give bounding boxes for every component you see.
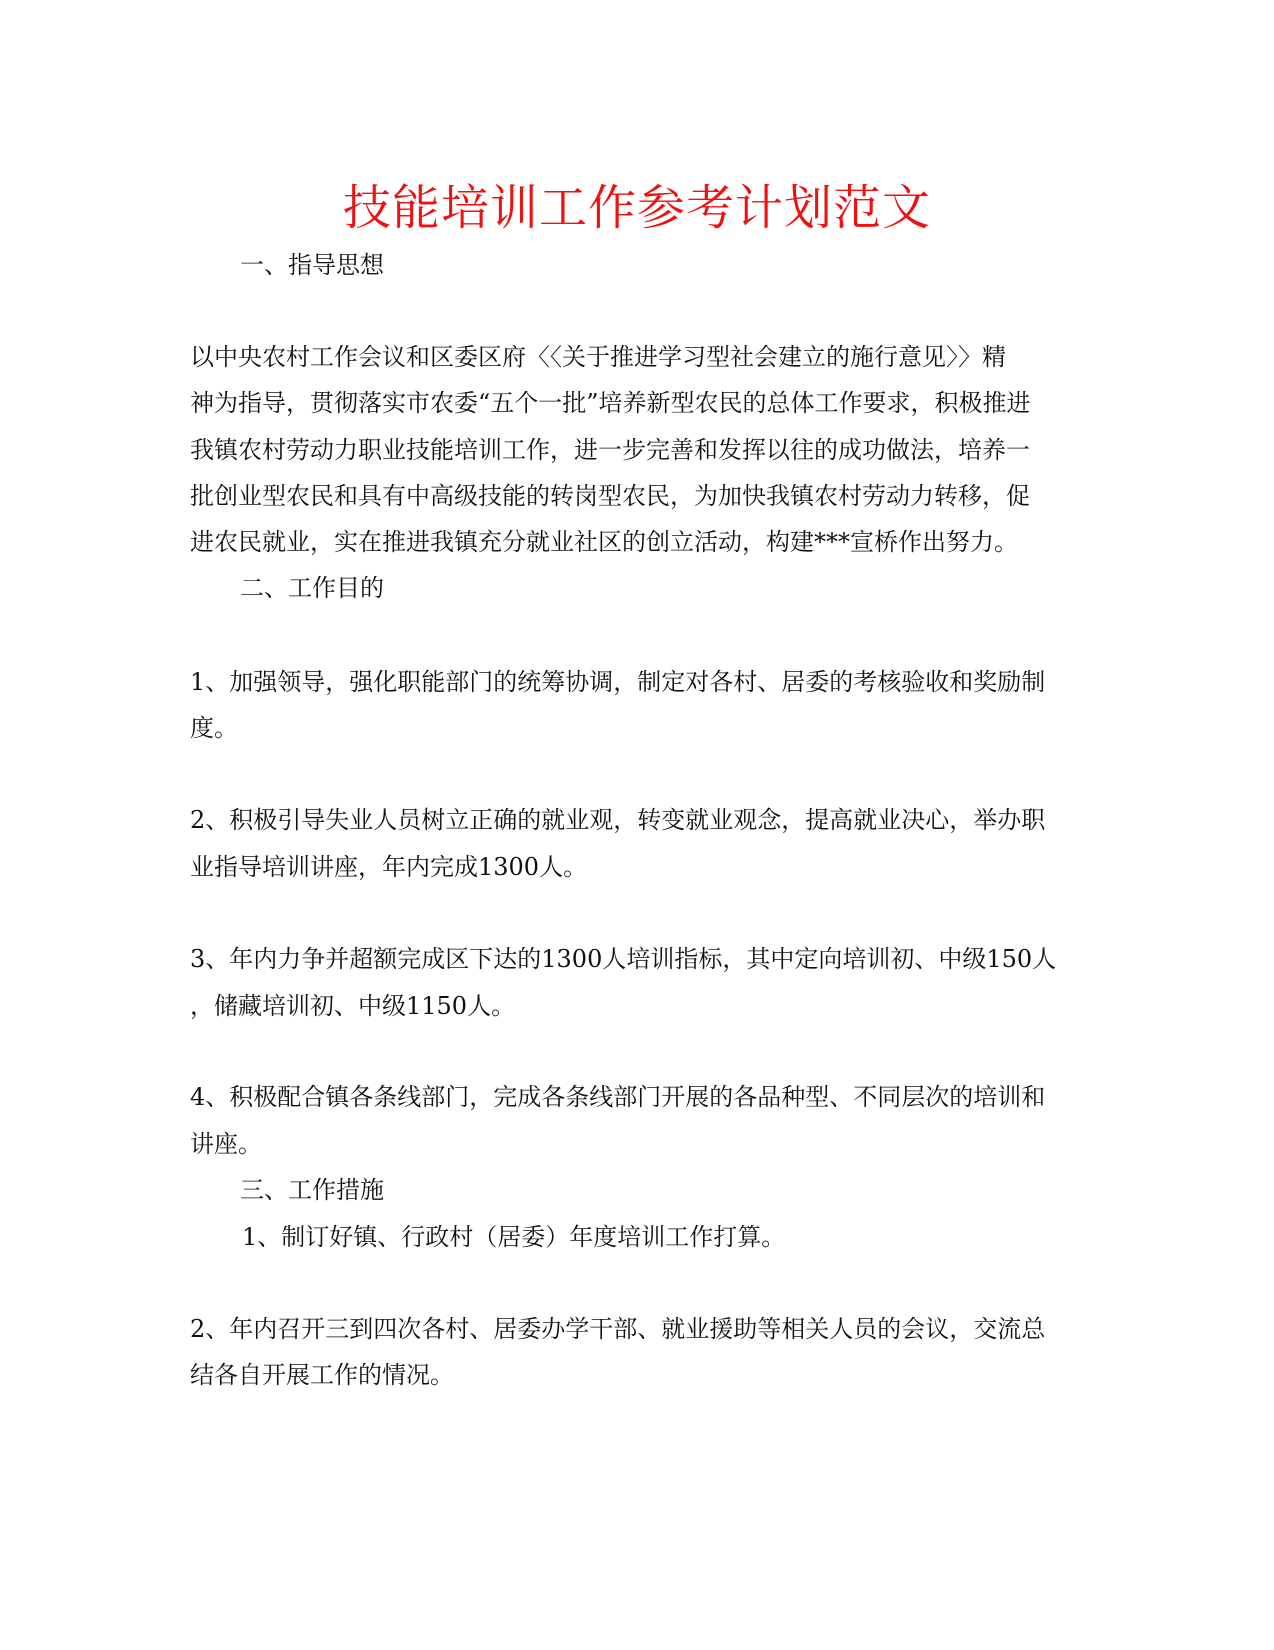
list-item-line: 3、年内力争并超额完成区下达的1300人培训指标，其中定向培训初、中级150人	[190, 945, 1057, 973]
paragraph-line: 进农民就业，实在推进我镇充分就业社区的创立活动，构建***宣桥作出努力。	[190, 528, 1018, 556]
list-item-line: 4、积极配合镇各条线部门，完成各条线部门开展的各品种型、不同层次的培训和	[190, 1083, 1046, 1111]
list-item-line: ，储藏培训初、中级1150人。	[190, 992, 516, 1020]
document-title: 技能培训工作参考计划范文	[342, 180, 931, 236]
paragraph-line: 以中央农村工作会议和区委区府〈〈关于推进学习型社会建立的施行意见〉〉精	[190, 343, 1006, 371]
list-item-line: 业指导培训讲座，年内完成1300人。	[190, 853, 588, 881]
list-item-line: 2、积极引导失业人员树立正确的就业观，转变就业观念，提高就业决心，举办职	[190, 806, 1046, 834]
list-item-line: 讲座。	[190, 1130, 262, 1158]
list-item-line: 1、加强领导，强化职能部门的统筹协调，制定对各村、居委的考核验收和奖励制	[190, 668, 1046, 696]
list-item-line: 结各自开展工作的情况。	[190, 1361, 454, 1389]
paragraph-line: 我镇农村劳动力职业技能培训工作，进一步完善和发挥以往的成功做法，培养一	[190, 436, 1030, 464]
paragraph-line: 神为指导，贯彻落实市农委“五个一批”培养新型农民的总体工作要求，积极推进	[190, 389, 1031, 417]
list-item-line: 度。	[190, 714, 238, 742]
list-item-line: 2、年内召开三到四次各村、居委办学干部、就业援助等相关人员的会议，交流总	[190, 1315, 1046, 1343]
section-heading-work-goals: 二、工作目的	[240, 574, 384, 602]
paragraph-line: 批创业型农民和具有中高级技能的转岗型农民，为加快我镇农村劳动力转移，促	[190, 482, 1030, 510]
section-heading-work-measures: 三、工作措施	[240, 1176, 384, 1204]
section-heading-guiding-thought: 一、指导思想	[240, 251, 384, 279]
list-item-line: 1、制订好镇、行政村（居委）年度培训工作打算。	[242, 1223, 786, 1251]
